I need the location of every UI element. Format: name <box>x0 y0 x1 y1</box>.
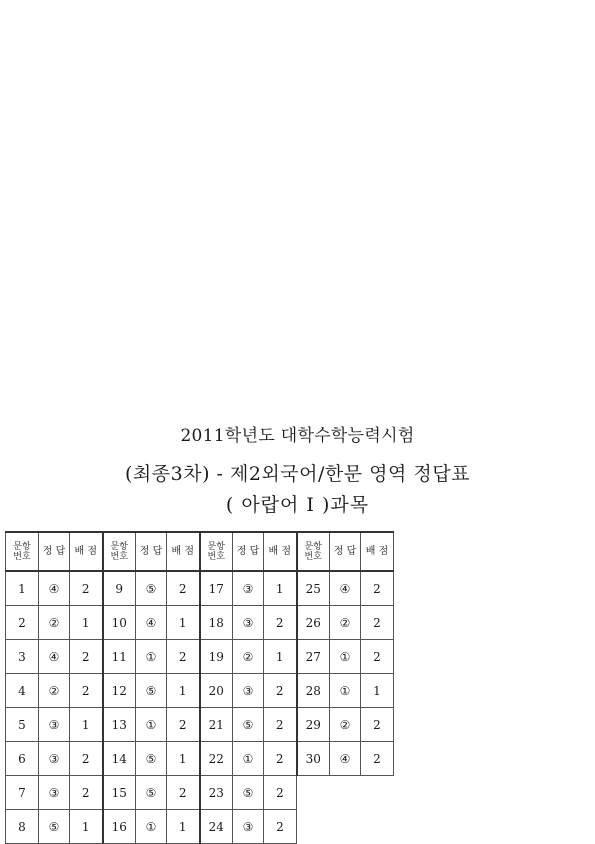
question-number: 5 <box>6 708 39 742</box>
question-number: 17 <box>200 571 233 606</box>
correct-answer: ③ <box>233 810 264 844</box>
points: 1 <box>361 674 394 708</box>
question-number: 12 <box>103 674 136 708</box>
correct-answer: ⑤ <box>136 776 167 810</box>
answer-table-body <box>6 571 394 844</box>
correct-answer: ④ <box>330 571 361 606</box>
points: 2 <box>264 606 297 640</box>
question-number: 3 <box>6 640 39 674</box>
correct-answer: ③ <box>39 708 70 742</box>
correct-answer: ① <box>136 810 167 844</box>
subject-title: ( 아랍어 I )과목 <box>225 494 370 516</box>
points: 2 <box>264 708 297 742</box>
header-answer: 정 답 <box>330 532 361 571</box>
correct-answer: ② <box>39 606 70 640</box>
header-points: 배 점 <box>361 532 394 571</box>
correct-answer: ⑤ <box>233 708 264 742</box>
correct-answer: ① <box>330 640 361 674</box>
question-number: 14 <box>103 742 136 776</box>
header-points: 배 점 <box>70 532 103 571</box>
table-row <box>6 606 394 640</box>
points: 2 <box>167 708 200 742</box>
header-number: 문항 번호 <box>103 532 136 571</box>
correct-answer: ② <box>330 708 361 742</box>
points: 1 <box>167 810 200 844</box>
header-answer: 정 답 <box>39 532 70 571</box>
question-number: 7 <box>6 776 39 810</box>
table-row <box>6 708 394 742</box>
correct-answer: ② <box>233 640 264 674</box>
exam-title: 2011학년도 대학수학능력시험 <box>180 426 415 446</box>
question-number: 1 <box>6 571 39 606</box>
correct-answer: ⑤ <box>39 810 70 844</box>
points: 2 <box>361 606 394 640</box>
question-number: 27 <box>297 640 330 674</box>
correct-answer: ① <box>233 742 264 776</box>
header-points: 배 점 <box>264 532 297 571</box>
correct-answer: ② <box>330 606 361 640</box>
table-row <box>6 640 394 674</box>
points: 2 <box>361 708 394 742</box>
table-row <box>6 674 394 708</box>
question-number: 22 <box>200 742 233 776</box>
header-points: 배 점 <box>167 532 200 571</box>
correct-answer: ① <box>136 640 167 674</box>
question-number: 8 <box>6 810 39 844</box>
correct-answer: ④ <box>330 742 361 776</box>
question-number: 26 <box>297 606 330 640</box>
points: 1 <box>264 640 297 674</box>
question-number: 11 <box>103 640 136 674</box>
table-header-row <box>6 532 394 571</box>
correct-answer: ② <box>39 674 70 708</box>
points: 2 <box>361 571 394 606</box>
header-number: 문항 번호 <box>200 532 233 571</box>
question-number: 18 <box>200 606 233 640</box>
question-number: 16 <box>103 810 136 844</box>
table-row <box>6 571 394 606</box>
points: 2 <box>167 776 200 810</box>
question-number: 23 <box>200 776 233 810</box>
correct-answer: ⑤ <box>136 742 167 776</box>
question-number: 15 <box>103 776 136 810</box>
points: 1 <box>264 571 297 606</box>
points: 1 <box>167 606 200 640</box>
table-row <box>6 742 394 776</box>
question-number: 4 <box>6 674 39 708</box>
question-number: 29 <box>297 708 330 742</box>
header-number: 문항 번호 <box>6 532 39 571</box>
question-number: 20 <box>200 674 233 708</box>
question-number: 9 <box>103 571 136 606</box>
points: 2 <box>70 776 103 810</box>
points: 1 <box>70 708 103 742</box>
empty-cell <box>297 776 394 810</box>
points: 2 <box>264 674 297 708</box>
correct-answer: ③ <box>233 606 264 640</box>
question-number: 10 <box>103 606 136 640</box>
points: 2 <box>167 640 200 674</box>
header-answer: 정 답 <box>233 532 264 571</box>
question-number: 6 <box>6 742 39 776</box>
correct-answer: ⑤ <box>136 571 167 606</box>
correct-answer: ③ <box>233 571 264 606</box>
points: 2 <box>167 571 200 606</box>
question-number: 25 <box>297 571 330 606</box>
answer-table <box>5 531 394 844</box>
table-row <box>6 810 394 844</box>
correct-answer: ④ <box>39 571 70 606</box>
points: 2 <box>70 742 103 776</box>
question-number: 19 <box>200 640 233 674</box>
question-number: 24 <box>200 810 233 844</box>
points: 2 <box>264 810 297 844</box>
question-number: 21 <box>200 708 233 742</box>
points: 2 <box>361 742 394 776</box>
question-number: 30 <box>297 742 330 776</box>
points: 2 <box>264 776 297 810</box>
correct-answer: ⑤ <box>136 674 167 708</box>
answer-sheet-title: (최종3차) - 제2외국어/한문 영역 정답표 <box>125 463 470 485</box>
correct-answer: ③ <box>39 742 70 776</box>
correct-answer: ④ <box>39 640 70 674</box>
question-number: 28 <box>297 674 330 708</box>
points: 2 <box>70 571 103 606</box>
points: 2 <box>70 674 103 708</box>
header-number: 문항 번호 <box>297 532 330 571</box>
correct-answer: ① <box>136 708 167 742</box>
correct-answer: ③ <box>39 776 70 810</box>
empty-cell <box>297 810 394 844</box>
points: 2 <box>361 640 394 674</box>
points: 1 <box>70 810 103 844</box>
correct-answer: ③ <box>233 674 264 708</box>
points: 1 <box>167 742 200 776</box>
points: 2 <box>70 640 103 674</box>
points: 1 <box>167 674 200 708</box>
points: 2 <box>264 742 297 776</box>
correct-answer: ① <box>330 674 361 708</box>
question-number: 13 <box>103 708 136 742</box>
points: 1 <box>70 606 103 640</box>
correct-answer: ④ <box>136 606 167 640</box>
question-number: 2 <box>6 606 39 640</box>
correct-answer: ⑤ <box>233 776 264 810</box>
table-row <box>6 776 394 810</box>
header-answer: 정 답 <box>136 532 167 571</box>
